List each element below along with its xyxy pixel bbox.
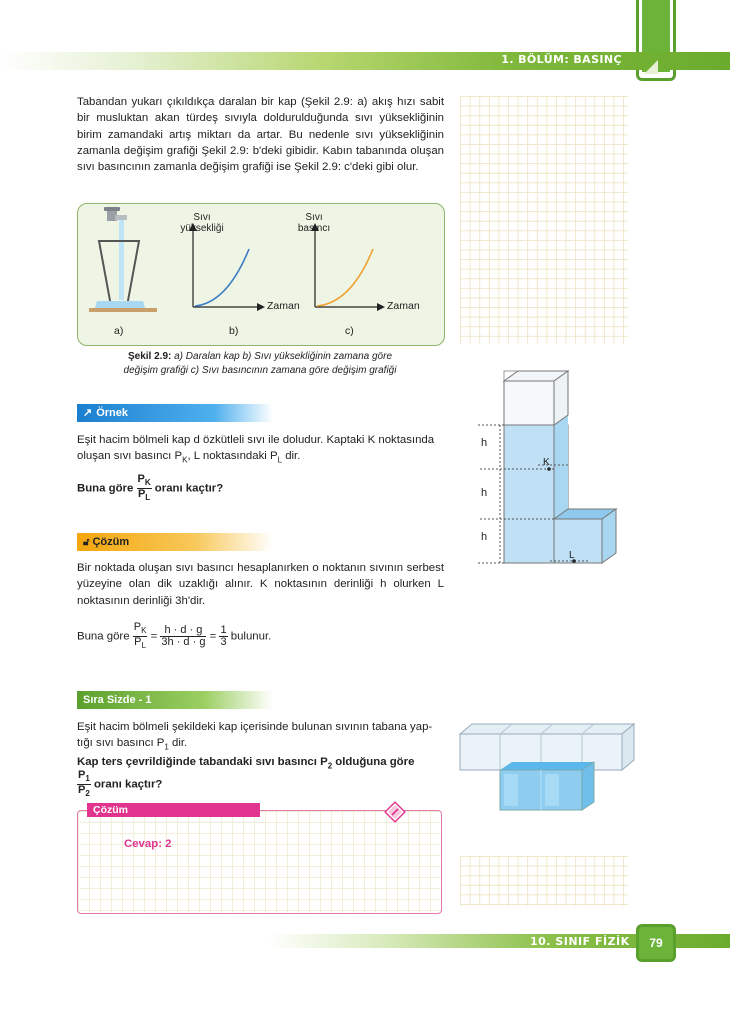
graph-c-ylabel xyxy=(289,212,339,234)
ratio2-den-sub: 2 xyxy=(85,789,90,799)
result-post: bulunur. xyxy=(230,630,272,643)
ratio2-num: P xyxy=(78,769,86,781)
figure-label-b: b) xyxy=(229,325,239,337)
page-number: 79 xyxy=(636,924,676,962)
book-title: 10. SINIF FİZİK xyxy=(530,935,630,948)
curve-pressure xyxy=(317,249,373,306)
solution-text: Bir noktada oluşan sıvı basıncı hesaplanırken o noktanın sıvının serbest yüzeyine olan dik uzaklığı alınır. K noktasının derinliği h olurken L noktasının derinliği 3h'dir. xyxy=(77,562,444,607)
tap-icon xyxy=(104,207,127,221)
frac-pk-pl xyxy=(133,622,148,651)
answer-box xyxy=(77,810,442,914)
figure-label-a: a) xyxy=(114,325,124,337)
solution-result xyxy=(77,622,271,651)
result-pre: Buna göre xyxy=(77,630,133,643)
example-question xyxy=(77,474,223,503)
fig-label-h3: h xyxy=(481,531,488,543)
example-container-figure xyxy=(470,365,630,575)
exercise-ratio xyxy=(77,770,162,799)
ratio-p1-p2 xyxy=(77,770,91,799)
exercise-question-b: olduğuna göre xyxy=(332,756,415,768)
fig-label-l: L xyxy=(569,550,575,561)
frac3-num: 1 xyxy=(220,624,227,637)
example-line2-e: dir. xyxy=(282,450,301,463)
example-question-pre: Buna göre xyxy=(77,482,137,495)
caption-line2: değişim grafiği c) Sıvı basıncının zamana göre değişim grafiği xyxy=(123,365,397,376)
exercise-container-figure xyxy=(458,722,638,814)
example-line2-a: oluşan sıvı basıncı P xyxy=(77,450,183,463)
frac1-den: P xyxy=(134,636,142,649)
exercise-header: Sıra Sizde - 1 xyxy=(77,691,273,709)
fig-label-k: K xyxy=(543,457,550,468)
intro-paragraph: Tabandan yukarı çıkıldıkça daralan bir kap (Şekil 2.9: a) akış hızı sabit bir musluktan akan türdeş sıvıyla doldurulduğunda sıvı yüksekliğinin birim zamandaki artış miktarı da artar. Bu nedenle sıvı yüksekliğinin zamanla değişim grafiği Şekil 2.9: b'deki gibidir. Kabın tabanında oluşan sıvı basıncının zamanla değişim grafiği ise Şekil 2.9: c'deki gibi olur. xyxy=(77,96,444,174)
ratio-num: P xyxy=(137,473,145,485)
ratio-pk-pl xyxy=(137,474,152,503)
graph-b-xlabel: Zaman xyxy=(267,300,300,312)
exercise-line1: Eşit hacim bölmeli şekildeki kap içerisinde bulunan sıvının tabana yap- xyxy=(77,721,433,733)
frac1-den-sub: L xyxy=(141,641,146,651)
frac1-num: P xyxy=(133,621,142,633)
graph-c-ylabel-line2: basıncı xyxy=(297,223,331,234)
curve-height xyxy=(195,249,249,306)
answer-tag: Çözüm xyxy=(87,803,260,817)
answer-text: Cevap: 2 xyxy=(124,838,172,850)
frac-one-third xyxy=(219,625,227,648)
graph-c-ylabel-line1: Sıvı xyxy=(305,212,323,223)
example-sub-k: K xyxy=(182,455,188,465)
example-sub-l: L xyxy=(277,455,283,465)
ratio-den: P xyxy=(137,488,146,501)
exercise-sub-1: 1 xyxy=(164,742,169,752)
example-line2-c: , L noktasındaki P xyxy=(187,450,278,463)
tab-corner xyxy=(644,60,658,74)
exercise-question xyxy=(77,756,414,770)
solution-header xyxy=(77,533,273,551)
exercise-question-sub: 2 xyxy=(327,761,333,771)
exercise-text xyxy=(77,719,444,756)
figure-caption xyxy=(95,350,425,378)
frac3-den: 3 xyxy=(220,636,227,649)
pencil-icon xyxy=(383,800,407,824)
note-grid-top xyxy=(460,96,628,344)
ratio2-den: P xyxy=(78,784,86,797)
caption-label: Şekil 2.9: xyxy=(127,351,172,362)
ratio-num-sub: K xyxy=(144,478,151,488)
graph-b-ylabel-line1: Sıvı xyxy=(193,212,211,223)
frac1-num-sub: K xyxy=(141,626,147,636)
example-header xyxy=(77,404,273,422)
graph-c-xlabel: Zaman xyxy=(387,300,420,312)
caption-line1: a) Daralan kap b) Sıvı yüksekliğinin zamana göre xyxy=(171,351,393,362)
graph-b-ylabel xyxy=(172,212,232,234)
fig-label-h2: h xyxy=(481,487,488,499)
example-line1: Eşit hacim bölmeli kap d özkütleli sıvı ile doludur. Kaptaki K noktasında xyxy=(77,434,435,446)
ratio2-post: oranı kaçtır? xyxy=(93,778,163,791)
unlock-icon: 🔓︎ xyxy=(83,537,90,548)
section-title: 1. BÖLÜM: BASINÇ xyxy=(501,53,622,66)
example-title: Örnek xyxy=(96,407,129,419)
frac2-den: 3h · d · g xyxy=(161,636,206,649)
exercise-line2-c: dir. xyxy=(168,737,188,750)
figure-label-c: c) xyxy=(345,325,354,337)
example-question-post: oranı kaçtır? xyxy=(154,482,224,495)
note-grid-bottom xyxy=(460,856,628,906)
fig-label-h1: h xyxy=(481,437,488,449)
water-stream xyxy=(119,220,124,300)
eq-sign-1: = xyxy=(150,630,158,643)
ratio2-num-sub: 1 xyxy=(85,774,90,784)
frac2-num: h · d · g xyxy=(160,625,206,637)
example-text xyxy=(77,432,444,469)
figure-2-9-drawings xyxy=(77,203,443,344)
exercise-question-a: Kap ters çevrildiğinde tabandaki sıvı basıncı P xyxy=(77,756,328,768)
frac-cancel xyxy=(160,625,206,648)
external-link-icon: ↗ xyxy=(83,407,93,419)
ratio-den-sub: L xyxy=(145,493,151,503)
graph-b-ylabel-line2: yüksekliği xyxy=(180,223,224,234)
eq-sign-2: = xyxy=(209,630,217,643)
solution-title: Çözüm xyxy=(92,536,130,548)
exercise-line2-a: tığı sıvı basıncı P xyxy=(77,737,165,750)
